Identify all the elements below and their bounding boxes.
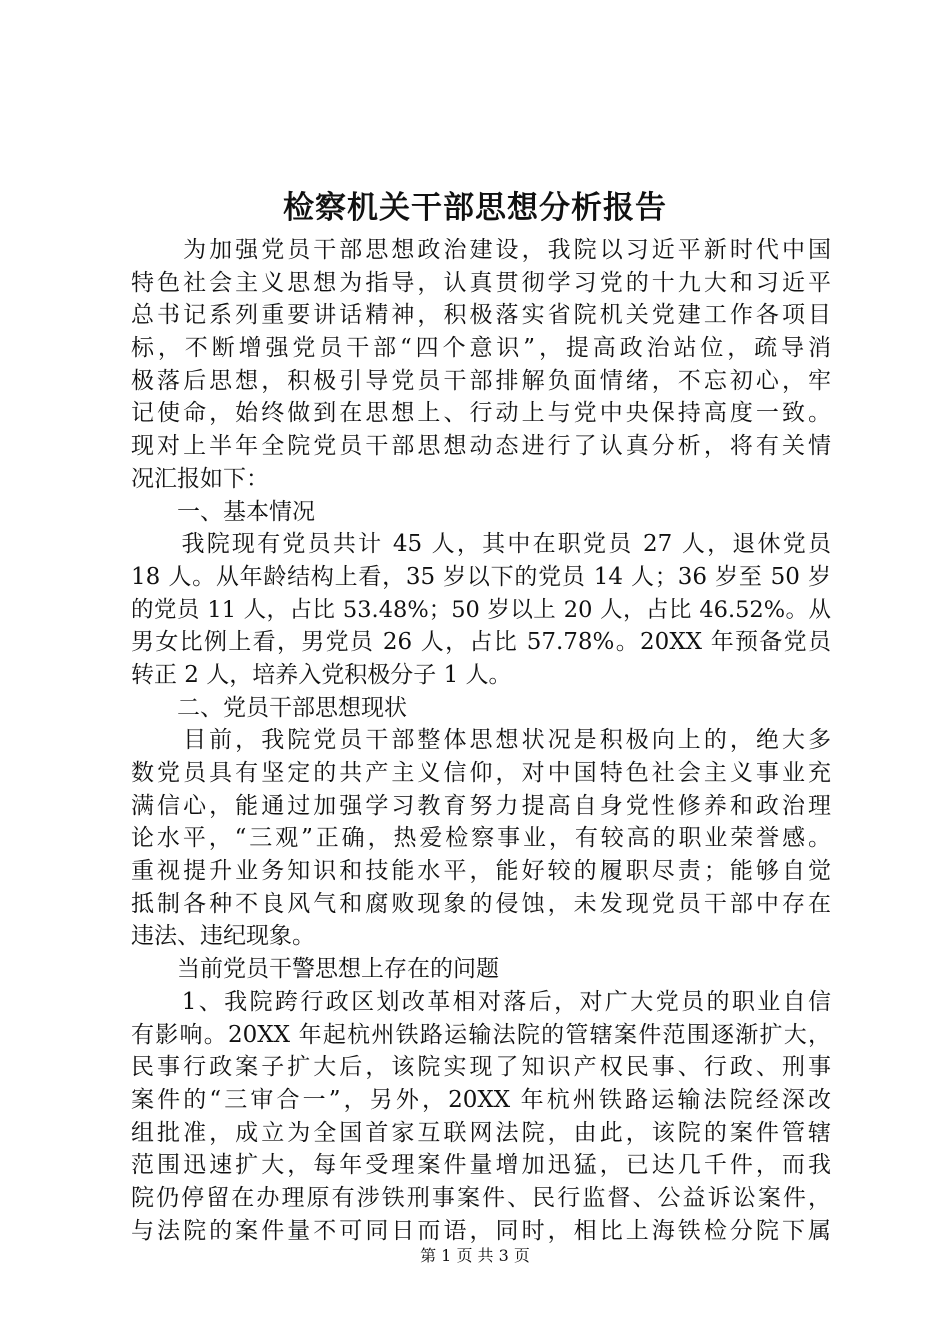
text-line: 一、基本情况 (131, 498, 315, 525)
document-title: 检察机关干部思想分析报告 (283, 190, 667, 226)
text-line: 特色社会主义思想为指导，认真贯彻学习党的十九大和习近平 (131, 269, 831, 296)
text-line: 重视提升业务知识和技能水平，能好较的履职尽责；能够自觉 (131, 858, 831, 885)
text-line: 抵制各种不良风气和腐败现象的侵蚀，未发现党员干部中存在 (131, 890, 831, 917)
text-line: 有影响。20XX 年起杭州铁路运输法院的管辖案件范围逐渐扩大， (131, 1021, 831, 1048)
text-line: 的党员 11 人，占比 53.48%；50 岁以上 20 人，占比 46.52%。从 (131, 596, 831, 623)
text-line: 范围迅速扩大，每年受理案件量增加迅猛，已达几千件，而我 (131, 1152, 831, 1179)
text-line: 总书记系列重要讲话精神，积极落实省院机关党建工作各项目 (131, 302, 831, 329)
text-line: 组批准，成立为全国首家互联网法院，由此，该院的案件管辖 (131, 1119, 831, 1146)
text-line: 标，不断增强党员干部“四个意识”，提高政治站位，疏导消 (131, 335, 831, 362)
text-line: 男女比例上看，男党员 26 人，占比 57.78%。20XX 年预备党员 (131, 629, 831, 656)
text-line: 况汇报如下： (131, 465, 269, 492)
text-line: 记使命，始终做到在思想上、行动上与党中央保持高度一致。 (131, 400, 831, 427)
text-line: 目前，我院党员干部整体思想状况是积极向上的，绝大多 (131, 727, 831, 754)
text-line: 18 人。从年龄结构上看，35 岁以下的党员 14 人；36 岁至 50 岁 (131, 563, 831, 590)
text-line: 为加强党员干部思想政治建设，我院以习近平新时代中国 (131, 237, 831, 263)
text-line: 当前党员干警思想上存在的问题 (131, 956, 499, 983)
text-line: 1、我院跨行政区划改革相对落后，对广大党员的职业自信 (131, 988, 831, 1015)
text-line: 论水平，“三观”正确，热爱检察事业，有较高的职业荣誉感。 (131, 825, 831, 852)
text-line: 我院现有党员共计 45 人，其中在职党员 27 人，退休党员 (131, 531, 831, 558)
text-line: 院仍停留在办理原有涉铁刑事案件、民行监督、公益诉讼案件， (131, 1184, 831, 1211)
text-line: 与法院的案件量不可同日而语，同时，相比上海铁检分院下属 (131, 1217, 831, 1244)
text-line: 案件的“三审合一”，另外，20XX 年杭州铁路运输法院经深改 (131, 1086, 831, 1113)
text-line: 极落后思想，积极引导党员干部排解负面情绪，不忘初心，牢 (131, 367, 831, 394)
text-line: 违法、违纪现象。 (131, 923, 315, 950)
text-line: 现对上半年全院党员干部思想动态进行了认真分析，将有关情 (131, 433, 831, 460)
page-footer: 第 1 页 共 3 页 (420, 1246, 530, 1265)
document-body (131, 234, 831, 1247)
text-line: 二、党员干部思想现状 (131, 694, 407, 721)
text-line: 转正 2 人，培养入党积极分子 1 人。 (131, 661, 512, 688)
text-line: 满信心，能通过加强学习教育努力提高自身党性修养和政治理 (131, 792, 831, 819)
text-line: 数党员具有坚定的共产主义信仰，对中国特色社会主义事业充 (131, 760, 831, 786)
text-line: 民事行政案子扩大后，该院实现了知识产权民事、行政、刑事 (131, 1054, 831, 1081)
